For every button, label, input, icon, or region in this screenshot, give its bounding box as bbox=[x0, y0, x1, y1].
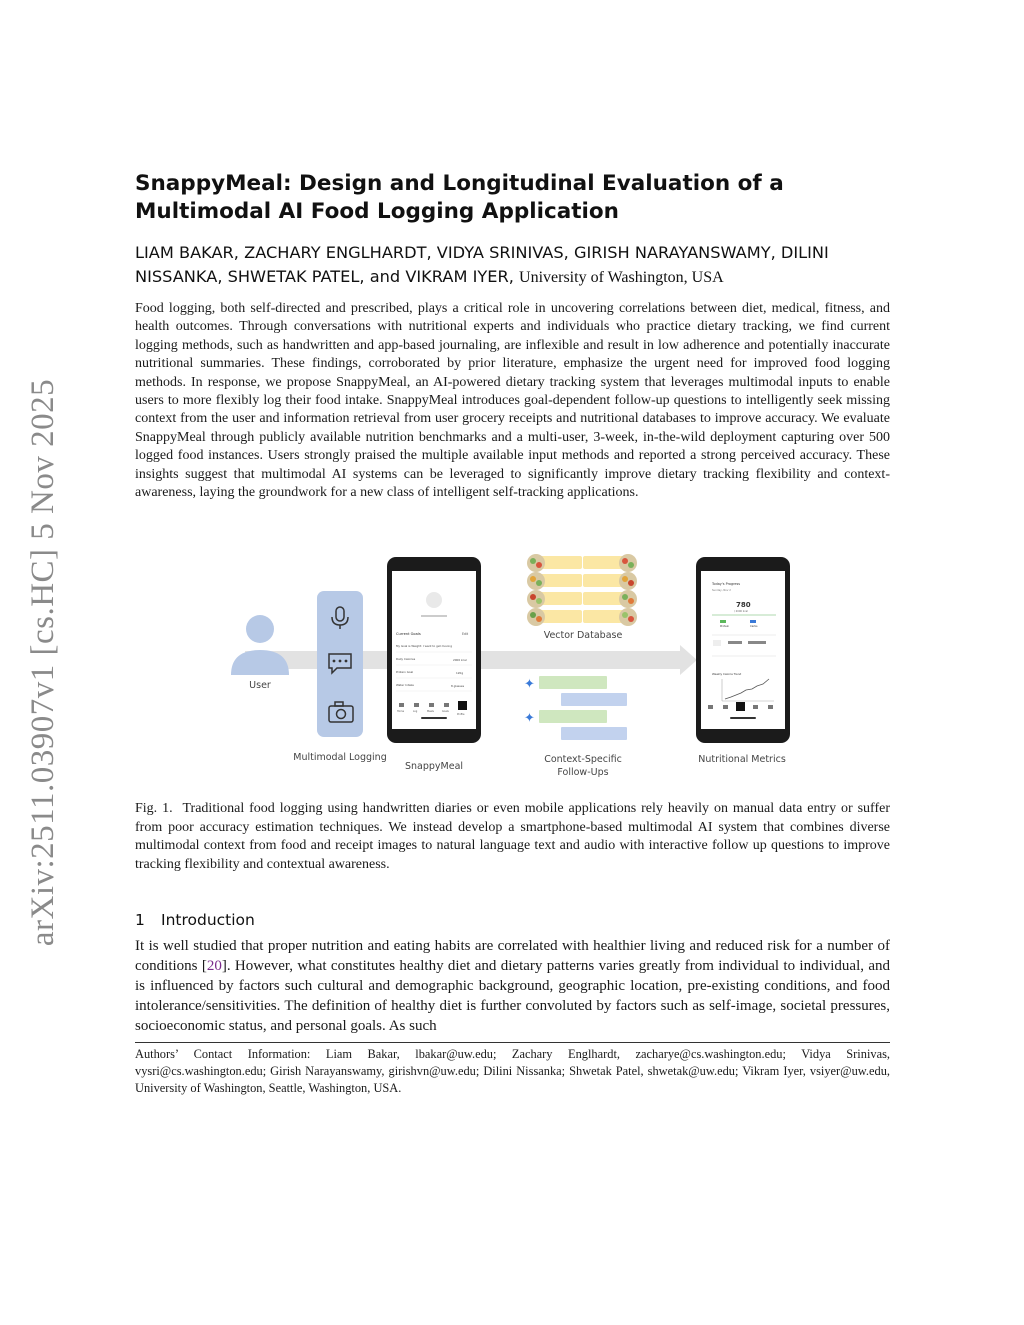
snappymeal-phone bbox=[387, 557, 481, 743]
calorie-value: 780 bbox=[736, 601, 751, 609]
introduction-paragraph bbox=[135, 936, 890, 1036]
figure-caption bbox=[135, 800, 890, 874]
nav-label: Meals bbox=[427, 710, 434, 713]
arxiv-identifier-text: arXiv:2511.03907v1 [cs.HC] 5 Nov 2025 bbox=[25, 378, 62, 947]
author-names: LIAM BAKAR, ZACHARY ENGLHARDT, VIDYA SRINIVAS, GIRISH NARAYANSWAMY, DILINI NISSANKA, SHWETAK PATEL, and VIKRAM IYER, bbox=[135, 243, 829, 286]
caption-label: Fig. 1. bbox=[135, 801, 173, 816]
vector-database bbox=[527, 554, 637, 626]
sparkle-icon: ✦ bbox=[524, 711, 535, 726]
label-nutritional-metrics: Nutritional Metrics bbox=[698, 754, 786, 765]
arxiv-identifier bbox=[20, 375, 68, 950]
label-user: User bbox=[249, 680, 271, 691]
goals-title: Current Goals bbox=[396, 632, 421, 636]
author-contact-footnote: Authors’ Contact Information: Liam Bakar, lbakar@uw.edu; Zachary Englhardt, zacharye@cs.washington.edu; Vidya Srinivas, vysri@cs.washington.edu; Girish Narayanswamy, girishvn@uw.edu; Dilini Nissanka; Shwetak Patel, shwetak@uw.edu; Vikram Iyer, vsiyer@uw.edu, University of Washington, Seattle, Washington, USA. bbox=[135, 1047, 890, 1095]
nav-label: Profile bbox=[457, 713, 465, 716]
caption-text: Traditional food logging using handwritten diaries or even mobile applications rely heavily on manual data entry or suffer from poor accuracy estimation techniques. We instead develop a smartphone-based multimodal AI system that combines diverse multimodal context from food and receipt images to natural language text and audio with interactive follow up questions to improve tracking flexibility and contextual awareness. bbox=[135, 801, 890, 872]
metrics-subheader: Sunday, Nov 2 bbox=[712, 589, 731, 592]
goal-item: My Goal is Weight: I want to get moving bbox=[396, 644, 452, 648]
goal-value: 8 glasses bbox=[451, 684, 465, 688]
label-snappymeal: SnappyMeal bbox=[404, 761, 464, 772]
section-number: 1 bbox=[135, 911, 145, 929]
nav-label: Home bbox=[397, 710, 405, 713]
figure-diagram bbox=[225, 553, 815, 785]
metrics-phone bbox=[696, 557, 790, 743]
chart-title: Weekly Calorie Trend bbox=[712, 672, 742, 676]
metrics-header: Today's Progress bbox=[712, 582, 741, 586]
section-heading bbox=[135, 911, 255, 929]
citation-link[interactable]: 20 bbox=[206, 958, 222, 974]
label-vector-database: Vector Database bbox=[543, 630, 623, 641]
stat-label: Carbs bbox=[750, 625, 758, 628]
figure-1 bbox=[225, 553, 815, 785]
nav-label: Log bbox=[413, 710, 418, 713]
footnote-rule bbox=[135, 1042, 890, 1043]
section-title: Introduction bbox=[161, 911, 255, 929]
user-icon bbox=[231, 615, 289, 675]
label-multimodal-logging: Multimodal Logging bbox=[293, 752, 387, 763]
goal-item: Daily Calories bbox=[396, 657, 416, 661]
multimodal-pill bbox=[317, 591, 363, 737]
stat-label: Protein bbox=[720, 625, 730, 628]
calorie-label: / 2000 kcal bbox=[734, 610, 748, 613]
abstract: Food logging, both self-directed and prescribed, plays a critical role in uncovering correlations between diet, medical, fitness, and health outcomes. Through conversations with nutritional experts and individuals who practice dietary tracking, we find current logging methods, such as handwritten and app-based journaling, are inflexible and result in low adherence and potentially inaccurate nutritional summaries. These findings, corroborated by prior literature, emphasize the urgent need for improved food logging methods. In response, we propose SnappyMeal, an AI-powered dietary tracking system that leverages multimodal inputs to enable users to more flexibly log their food intake. SnappyMeal introduces goal-dependent follow-up questions to intelligently seek missing context from the user and information retrieval from user grocery receipts and nutritional databases to improve accuracy. We evaluate SnappyMeal through publicly available nutrition benchmarks and a multi-user, 3-week, in-the-wild deployment capturing over 500 logged food instances. Users strongly praised the multiple available input methods and reported a strong perceived accuracy. These insights suggest that multimodal AI systems can be leveraged to significantly improve dietary tracking flexibility and context-awareness, laying the groundwork for a new class of intelligent self-tracking applications. bbox=[135, 301, 890, 501]
nav-label: Goals bbox=[442, 710, 449, 713]
paper-title: SnappyMeal: Design and Longitudinal Evaluation of a Multimodal AI Food Logging Application bbox=[135, 171, 784, 224]
intro-text-cont: ]. However, what constitutes healthy diet and dietary patterns varies greatly from individual to individual, and is influenced by factors such cultural and demographic background, geographic location, pre-existing conditions, and food intolerance/sensitivities. The definition of healthy diet is further convoluted by factors such as self-image, societal pressures, socioeconomic status, and personal goals. As such bbox=[135, 958, 890, 1034]
author-affiliation: University of Washington, USA bbox=[519, 269, 724, 286]
follow-up-cards bbox=[524, 676, 627, 740]
goal-value: 2000 kcal bbox=[453, 658, 467, 662]
goals-edit: Edit bbox=[462, 632, 469, 636]
intro-text: It is well studied that proper nutrition and eating habits are correlated with healthier living and reduced risk for a number of conditions [ bbox=[135, 938, 890, 974]
label-follow-ups: Context-Specific Follow-Ups bbox=[544, 754, 622, 778]
goal-item: Water Intake bbox=[396, 683, 414, 687]
sparkle-icon: ✦ bbox=[524, 677, 535, 692]
goal-value: 120g bbox=[456, 671, 464, 675]
author-list bbox=[135, 241, 895, 290]
goal-item: Protein Goal bbox=[396, 670, 414, 674]
